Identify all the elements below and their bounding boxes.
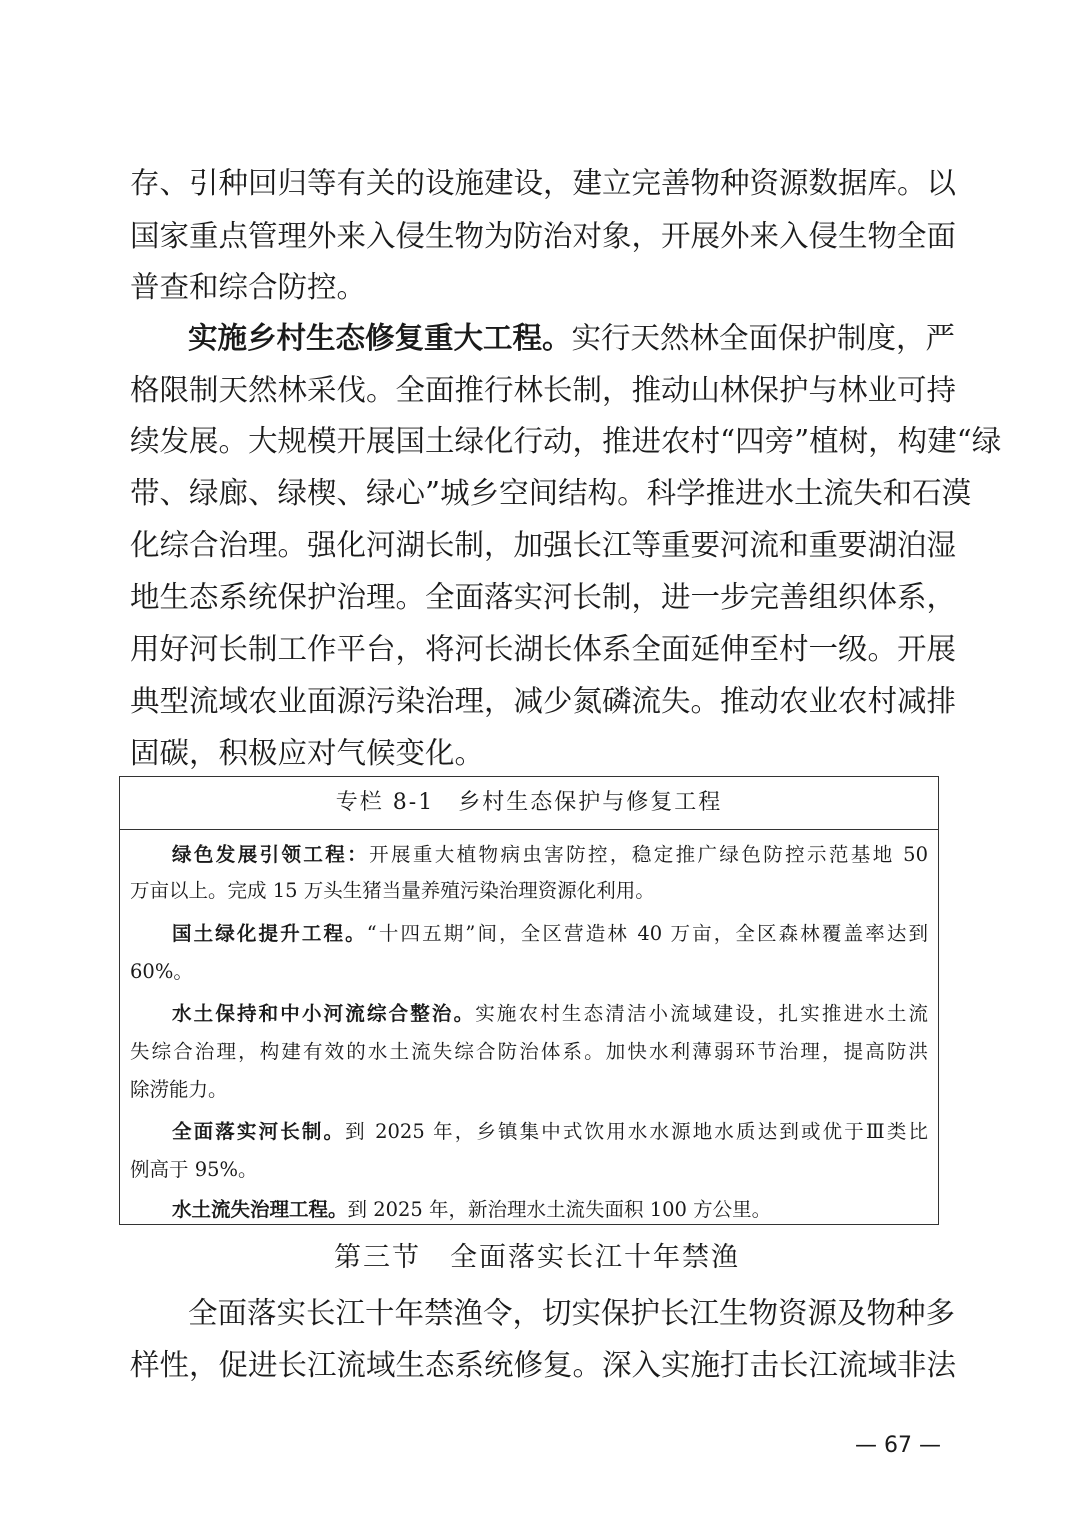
text-line: 典型流域农业面源污染治理，减少氮磷流失。推动农业农村减排 xyxy=(130,684,957,718)
box-text-line: 除涝能力。 xyxy=(130,1078,228,1101)
box-text-line xyxy=(172,1001,928,1027)
text-line: 化综合治理。强化河湖长制，加强长江等重要河流和重要湖泊湿 xyxy=(130,528,957,562)
text-span: 到 2025 年，新治理水土流失面积 100 方公里。 xyxy=(347,1198,772,1221)
box-text-line: 例高于 95%。 xyxy=(130,1158,258,1181)
text-line: 续发展。大规模开展国土绿化行动，推进农村“四旁”植树，构建“绿 xyxy=(130,424,1002,458)
text-line: 固碳，积极应对气候变化。 xyxy=(130,736,485,770)
box-text-line: 失综合治理，构建有效的水土流失综合防治体系。加快水利薄弱环节治理，提高防洪 xyxy=(130,1040,928,1063)
text-span: 到 2025 年，乡镇集中式饮用水水源地水质达到或优于Ⅲ类比 xyxy=(345,1120,928,1143)
box-text-line: 万亩以上。完成 15 万头生猪当量养殖污染治理资源化利用。 xyxy=(130,879,655,902)
column-box xyxy=(119,776,939,1225)
text-line: 格限制天然林采伐。全面推行林长制，推动山林保护与林业可持 xyxy=(130,373,957,407)
text-line: 带、绿廊、绿楔、绿心”城乡空间结构。科学推进水土流失和石漠 xyxy=(130,476,972,510)
paragraph-lead-heading: 实施乡村生态修复重大工程。 xyxy=(188,320,572,355)
text-span: “十四五期”间，全区营造林 40 万亩，全区森林覆盖率达到 xyxy=(366,922,928,945)
text-line: 普查和综合防控。 xyxy=(130,270,367,304)
text-line xyxy=(188,320,956,355)
item-lead-heading: 水土保持和中小河流综合整治。 xyxy=(172,1002,476,1025)
text-span: 实行天然林全面保护制度，严 xyxy=(571,321,956,355)
section-heading: 第三节 全面落实长江十年禁渔 xyxy=(334,1242,740,1273)
text-line: 存、引种回归等有关的设施建设，建立完善物种资源数据库。以 xyxy=(130,166,957,200)
text-line: 样性，促进长江流域生态系统修复。深入实施打击长江流域非法 xyxy=(130,1348,957,1382)
text-span: 开展重大植物病虫害防控，稳定推广绿色防控示范基地 50 xyxy=(369,843,928,866)
item-lead-heading: 水土流失治理工程。 xyxy=(172,1198,348,1221)
box-text-line xyxy=(172,1197,928,1223)
item-lead-heading: 绿色发展引领工程： xyxy=(172,843,370,866)
page-number: — 67 — xyxy=(855,1433,941,1458)
text-line: 国家重点管理外来入侵生物为防治对象，开展外来入侵生物全面 xyxy=(130,219,957,253)
text-line: 地生态系统保护治理。全面落实河长制，进一步完善组织体系， xyxy=(130,580,957,614)
box-text-line: 60%。 xyxy=(130,960,193,983)
box-text-line xyxy=(172,842,928,868)
text-span: 实施农村生态清洁小流域建设，扎实推进水土流 xyxy=(475,1002,928,1025)
item-lead-heading: 国土绿化提升工程。 xyxy=(172,922,367,945)
column-box-title: 专栏 8-1 乡村生态保护与修复工程 xyxy=(120,777,938,830)
box-text-line xyxy=(172,1119,928,1145)
text-line: 用好河长制工作平台，将河长湖长体系全面延伸至村一级。开展 xyxy=(130,632,957,666)
text-line: 全面落实长江十年禁渔令，切实保护长江生物资源及物种多 xyxy=(188,1296,956,1330)
box-text-line xyxy=(172,921,928,947)
item-lead-heading: 全面落实河长制。 xyxy=(172,1120,346,1143)
